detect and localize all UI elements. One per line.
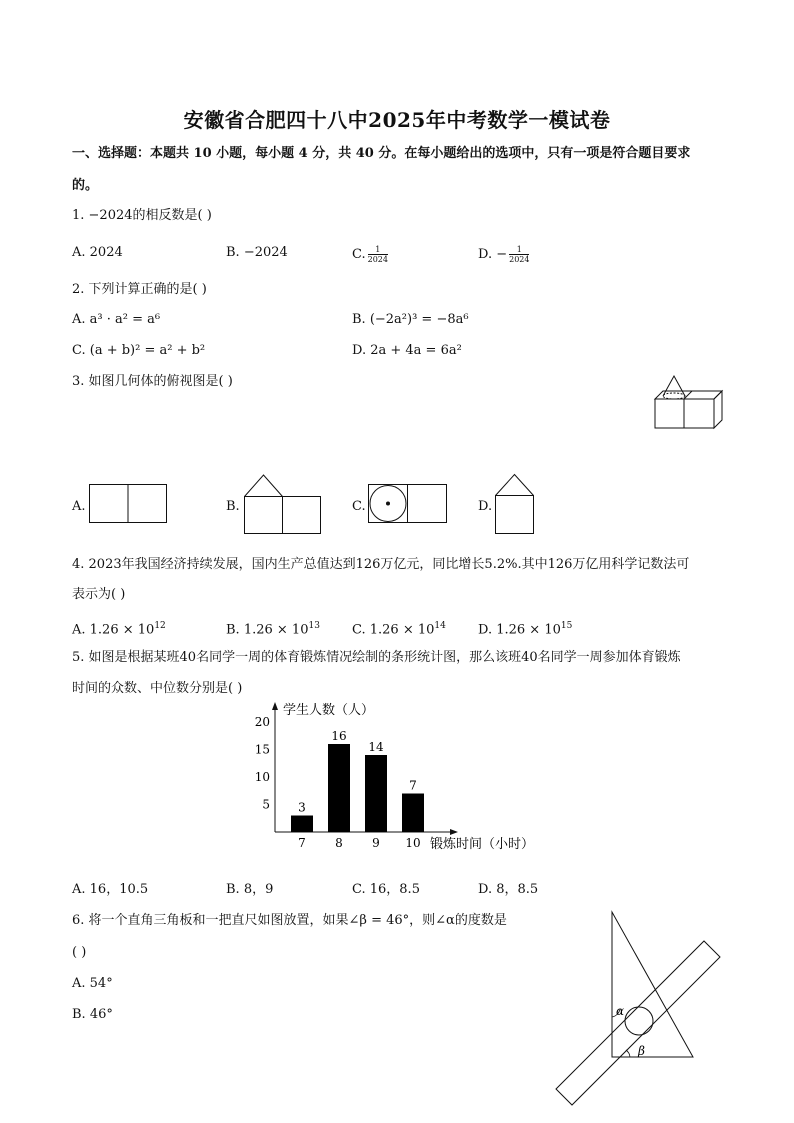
y-tick-label: 10	[254, 770, 270, 784]
q6-option-a: A. 54°	[72, 976, 113, 991]
bar-value-label: 7	[409, 778, 417, 793]
x-axis-arrow	[450, 829, 458, 835]
y-tick-label: 5	[262, 797, 270, 812]
bar	[402, 794, 424, 833]
q2-stem: 2. 下列计算正确的是( )	[72, 282, 207, 297]
y-tick-label: 20	[254, 715, 270, 729]
bar-value-label: 16	[331, 729, 347, 743]
q1-stem: 1. −2024的相反数是( )	[72, 208, 212, 223]
x-tick-label: 8	[335, 836, 343, 850]
alpha-label: α	[616, 1004, 625, 1018]
q3-option-b-figure	[244, 473, 324, 535]
q3-option-d-figure	[495, 473, 537, 535]
q4-option-a: A. $1.26 \times 10^{12}$	[72, 621, 166, 638]
q5-bar-chart	[240, 698, 560, 858]
q3-option-a-figure	[89, 484, 169, 524]
bar-value-label: 3	[298, 800, 306, 815]
q4-stem-line2: 表示为( )	[72, 587, 126, 602]
bar-value-label: 14	[368, 740, 384, 754]
q1-option-d: D. − $\frac{1}{2024}$	[478, 245, 530, 264]
x-axis-label: 锻炼时间（小时）	[430, 837, 535, 852]
q5-stem-line1: 5. 如图是根据某班40名同学一周的体育锻炼情况绘制的条形统计图，那么该班40名同学一周参加体育锻炼	[72, 650, 681, 665]
q6-option-b: B. 46°	[72, 1007, 113, 1022]
q5-option-a: A. 16，10.5	[72, 882, 149, 897]
q3-stem: 3. 如图几何体的俯视图是( )	[72, 374, 233, 389]
q3-option-c-label: C.	[352, 499, 366, 514]
y-tick-label: 15	[254, 742, 270, 757]
q2-option-d: D. 2a + 4a = 6a²	[352, 343, 462, 358]
y-axis-label: 学生人数（人）	[283, 703, 375, 718]
q2-option-b: B. (−2a²)³ = −8a⁶	[352, 312, 469, 327]
q6-triangle-ruler-figure	[550, 905, 730, 1115]
x-tick-label: 7	[298, 836, 306, 850]
q6-stem: 6. 将一个直角三角板和一把直尺如图放置，如果∠β = 46°，则∠α的度数是	[72, 913, 507, 928]
q3-option-d-label: D.	[478, 499, 493, 514]
q3-option-b-label: B.	[226, 499, 240, 514]
beta-label: β	[638, 1044, 645, 1058]
q1-option-b: B. −2024	[226, 245, 288, 260]
y-axis-arrow	[272, 702, 278, 710]
q5-option-c: C. 16，8.5	[352, 882, 420, 897]
q6-paren: ( )	[72, 945, 87, 960]
q1-option-a: A. 2024	[72, 245, 123, 260]
section-heading: 一、选择题：本题共 10 小题，每小题 4 分，共 40 分。在每小题给出的选项中，只有一项是符合题目要求	[72, 146, 691, 161]
q4-option-b: B. $1.26 \times 10^{13}$	[226, 621, 320, 638]
section-heading-cont: 的。	[72, 178, 99, 193]
q2-option-c: C. (a + b)² = a² + b²	[72, 343, 206, 358]
q3-option-c-figure	[368, 484, 448, 524]
bar	[291, 816, 313, 833]
q5-stem-line2: 时间的众数、中位数分别是( )	[72, 681, 243, 696]
q2-option-a: A. a³ · a² = a⁶	[72, 312, 161, 327]
q4-option-d: D. $1.26 \times 10^{15}$	[478, 621, 573, 638]
bar	[328, 744, 350, 832]
q3-option-a-label: A.	[72, 499, 86, 514]
q5-option-b: B. 8，9	[226, 882, 274, 897]
q1-option-c: C. $\frac{1}{2024}$	[352, 245, 388, 264]
x-tick-label: 9	[372, 836, 380, 850]
page-title: 安徽省合肥四十八中2025年中考数学一模试卷	[183, 108, 611, 132]
q5-option-d: D. 8，8.5	[478, 882, 539, 897]
q4-stem-line1: 4. 2023年我国经济持续发展，国内生产总值达到126万亿元，同比增长5.2%.其中126万亿用科学记数法可	[72, 557, 690, 572]
q3-solid-figure	[650, 372, 725, 432]
bar	[365, 755, 387, 832]
q4-option-c: C. $1.26 \times 10^{14}$	[352, 621, 446, 638]
x-tick-label: 10	[405, 836, 421, 850]
